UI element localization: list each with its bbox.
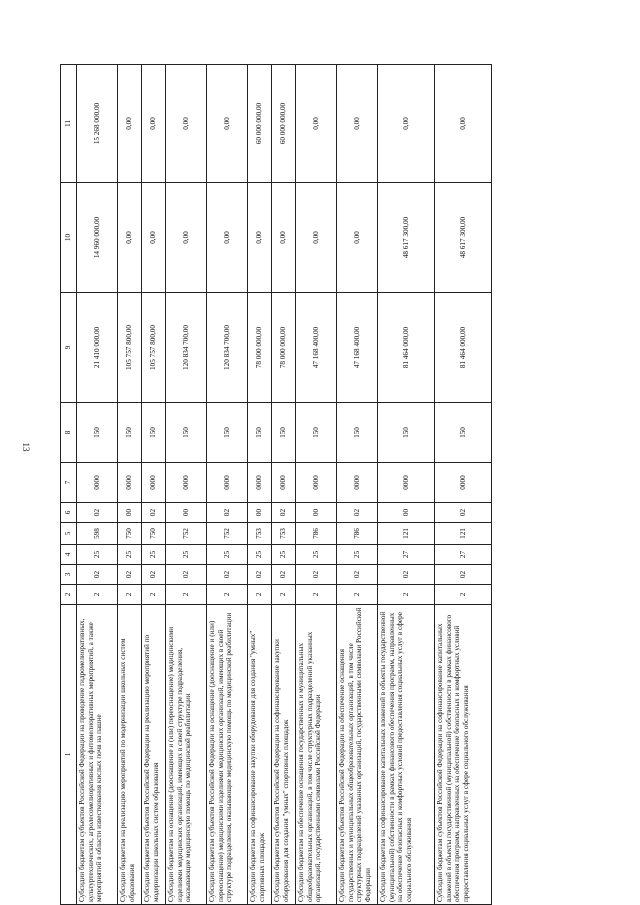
table-row [77, 65, 118, 905]
table-cell: 0,00 [166, 65, 207, 183]
header-row [61, 65, 77, 905]
table-cell: 0,00 [337, 65, 378, 183]
table-cell: 25 [296, 545, 337, 565]
table-cell: 25 [248, 545, 272, 565]
row-name-cell: Субсидии бюджетам субъектов Российской Федерации на софинансирование капитальных вложений в объекты государственной (муниципальной) собственности в рамках финансового обеспечения программ, направленных на обеспечение безопасных и комфортных условий предоставления социальных услуг в сфере социального обслуживания [435, 605, 492, 905]
table-row [296, 65, 337, 905]
table-cell: 2 [378, 585, 435, 605]
column-header: 8 [61, 403, 77, 463]
column-header: 3 [61, 565, 77, 585]
row-name-cell: Субсидии бюджетам субъектов Российской Федерации на реализацию мероприятий по модернизации школьных систем образования [142, 605, 166, 905]
row-name-cell: Субсидии бюджетам на софинансирование закупки оборудования для создания "умных" спортивных площадок [248, 605, 272, 905]
table-cell: 0000 [248, 463, 272, 503]
row-name-cell: Субсидии бюджетам субъектов Российской Федерации на обеспечение оснащения государственных и муниципальных общеобразовательных организаций, в том числе структурных подразделений указанных организаций, государственными символами Российской Федерации [337, 605, 378, 905]
table-cell: 2 [337, 585, 378, 605]
table-cell: 105 757 800,00 [142, 293, 166, 403]
table-cell: 48 617 300,00 [435, 183, 492, 293]
table-cell: 150 [272, 403, 296, 463]
table-cell: 02 [77, 565, 118, 585]
table-cell: 0000 [142, 463, 166, 503]
table-cell: 150 [207, 403, 248, 463]
column-header: 11 [61, 65, 77, 183]
table-cell: 25 [166, 545, 207, 565]
table-cell: 27 [378, 545, 435, 565]
table-cell: 47 168 400,00 [296, 293, 337, 403]
row-name-cell: Субсидии бюджетам на обеспечение оснащения государственных и муниципальных общеобразовательных организаций, в том числе структурных подразделений указанных организаций, государственными символами Российской Федерации [296, 605, 337, 905]
table-cell: 02 [337, 503, 378, 523]
column-header: 9 [61, 293, 77, 403]
table-cell: 0,00 [166, 183, 207, 293]
table-cell: 105 757 800,00 [118, 293, 142, 403]
table-cell: 0000 [77, 463, 118, 503]
table-cell: 150 [296, 403, 337, 463]
table-cell: 81 464 000,00 [435, 293, 492, 403]
table-cell: 60 000 000,00 [272, 65, 296, 183]
budget-table [60, 64, 492, 905]
table-cell: 00 [166, 503, 207, 523]
column-header: 5 [61, 523, 77, 545]
table-cell: 0,00 [435, 65, 492, 183]
table-cell: 78 000 000,00 [272, 293, 296, 403]
table-cell: 2 [207, 585, 248, 605]
table-cell: 750 [118, 523, 142, 545]
table-row [207, 65, 248, 905]
table-cell: 2 [272, 585, 296, 605]
table-cell: 598 [77, 523, 118, 545]
table-cell: 27 [435, 545, 492, 565]
row-name-cell: Субсидии бюджетам на софинансирование капитальных вложений в объекты государственной (муниципальной) собственности в рамках финансового обеспечения программ, направленных на обеспечение безопасных и комфортных условий предоставления социальных услуг в сфере социального обслуживания [378, 605, 435, 905]
table-cell: 150 [435, 403, 492, 463]
table-cell: 0,00 [118, 65, 142, 183]
table-cell: 753 [272, 523, 296, 545]
table-cell: 2 [296, 585, 337, 605]
table-cell: 0000 [435, 463, 492, 503]
table-cell: 25 [77, 545, 118, 565]
table-cell: 0000 [207, 463, 248, 503]
table-cell: 02 [77, 503, 118, 523]
table-cell: 150 [142, 403, 166, 463]
table-cell: 81 464 000,00 [378, 293, 435, 403]
row-name-cell: Субсидии бюджетам субъектов Российской Федерации на проведение гидромелиоративных, культуртехнических, агролесомелиоративных и фитомелиоративных мероприятий, а также мероприятий в области известкования кислых почв на пашне [77, 605, 118, 905]
table-cell: 2 [435, 585, 492, 605]
table-cell: 150 [248, 403, 272, 463]
table-cell: 2 [248, 585, 272, 605]
table-cell: 150 [166, 403, 207, 463]
table-cell: 0,00 [248, 183, 272, 293]
column-header: 7 [61, 463, 77, 503]
table-cell: 25 [272, 545, 296, 565]
table-cell: 02 [248, 565, 272, 585]
table-cell: 0000 [296, 463, 337, 503]
table-row [248, 65, 272, 905]
table-cell: 15 268 000,00 [77, 65, 118, 183]
table-cell: 02 [142, 503, 166, 523]
table-cell: 150 [118, 403, 142, 463]
table-cell: 752 [207, 523, 248, 545]
table-cell: 25 [118, 545, 142, 565]
table-cell: 0,00 [337, 183, 378, 293]
table-cell: 02 [142, 565, 166, 585]
column-header: 6 [61, 503, 77, 523]
table-cell: 0,00 [207, 183, 248, 293]
table-row [378, 65, 435, 905]
table-cell: 0,00 [207, 65, 248, 183]
table-cell: 02 [166, 565, 207, 585]
table-row [337, 65, 378, 905]
table-cell: 0000 [272, 463, 296, 503]
table-cell: 0000 [118, 463, 142, 503]
row-name-cell: Субсидии бюджетам на реализацию мероприятий по модернизации школьных систем образования [118, 605, 142, 905]
table-cell: 2 [77, 585, 118, 605]
table-cell: 121 [435, 523, 492, 545]
table-cell: 02 [435, 503, 492, 523]
table-cell: 47 168 400,00 [337, 293, 378, 403]
table-cell: 21 410 000,00 [77, 293, 118, 403]
table-cell: 0,00 [142, 183, 166, 293]
table-cell: 25 [142, 545, 166, 565]
table-cell: 120 834 700,00 [166, 293, 207, 403]
table-cell: 0,00 [118, 183, 142, 293]
row-name-cell: Субсидии бюджетам на оснащение (дооснащение и (или) переоснащение) медицинскими изделиями медицинских организаций, имеющих в своей структуре подразделения, оказывающие медицинскую помощь по медицинской реабилитации [166, 605, 207, 905]
column-header: 2 [61, 585, 77, 605]
table-cell: 0000 [378, 463, 435, 503]
table-cell: 786 [337, 523, 378, 545]
table-cell: 02 [118, 565, 142, 585]
table-cell: 02 [207, 503, 248, 523]
table-cell: 786 [296, 523, 337, 545]
column-header: 10 [61, 183, 77, 293]
table-cell: 0,00 [272, 183, 296, 293]
table-cell: 750 [142, 523, 166, 545]
table-row [272, 65, 296, 905]
table-cell: 00 [378, 503, 435, 523]
table-cell: 0,00 [142, 65, 166, 183]
table-row [118, 65, 142, 905]
row-name-cell: Субсидии бюджетам субъектов Российской Федерации на софинансирование закупки оборудования для создания "умных" спортивных площадок [272, 605, 296, 905]
table-cell: 120 834 700,00 [207, 293, 248, 403]
table-cell: 150 [378, 403, 435, 463]
table-cell: 00 [118, 503, 142, 523]
table-cell: 752 [166, 523, 207, 545]
table-cell: 14 960 000,00 [77, 183, 118, 293]
table-cell: 2 [118, 585, 142, 605]
table-cell: 0,00 [378, 65, 435, 183]
rotated-page [60, 65, 632, 905]
table-cell: 25 [207, 545, 248, 565]
table-cell: 02 [207, 565, 248, 585]
table-cell: 2 [166, 585, 207, 605]
table-cell: 00 [248, 503, 272, 523]
table-cell: 00 [296, 503, 337, 523]
column-header: 1 [61, 605, 77, 905]
table-row [435, 65, 492, 905]
table-cell: 0,00 [296, 65, 337, 183]
table-cell: 02 [337, 565, 378, 585]
table-cell: 48 617 300,00 [378, 183, 435, 293]
table-cell: 753 [248, 523, 272, 545]
table-cell: 2 [142, 585, 166, 605]
table-cell: 60 000 000,00 [248, 65, 272, 183]
table-cell: 02 [272, 503, 296, 523]
table-cell: 0000 [166, 463, 207, 503]
table-cell: 121 [378, 523, 435, 545]
page-number: 13 [21, 442, 31, 452]
table-row [142, 65, 166, 905]
table-cell: 02 [435, 565, 492, 585]
table-row [166, 65, 207, 905]
table-cell: 78 000 000,00 [248, 293, 272, 403]
table-body [77, 65, 492, 905]
table-cell: 25 [337, 545, 378, 565]
row-name-cell: Субсидии бюджетам субъектов Российской Федерации на оснащение (дооснащение и (или) переоснащение) медицинскими изделиями медицинских организаций, имеющих в своей структуре подразделения, оказывающие медицинскую помощь по медицинской реабилитации [207, 605, 248, 905]
table-cell: 02 [378, 565, 435, 585]
table-cell: 150 [77, 403, 118, 463]
table-cell: 150 [337, 403, 378, 463]
table-cell: 0,00 [296, 183, 337, 293]
table-cell: 02 [272, 565, 296, 585]
table-cell: 02 [296, 565, 337, 585]
column-header: 4 [61, 545, 77, 565]
table-cell: 0000 [337, 463, 378, 503]
